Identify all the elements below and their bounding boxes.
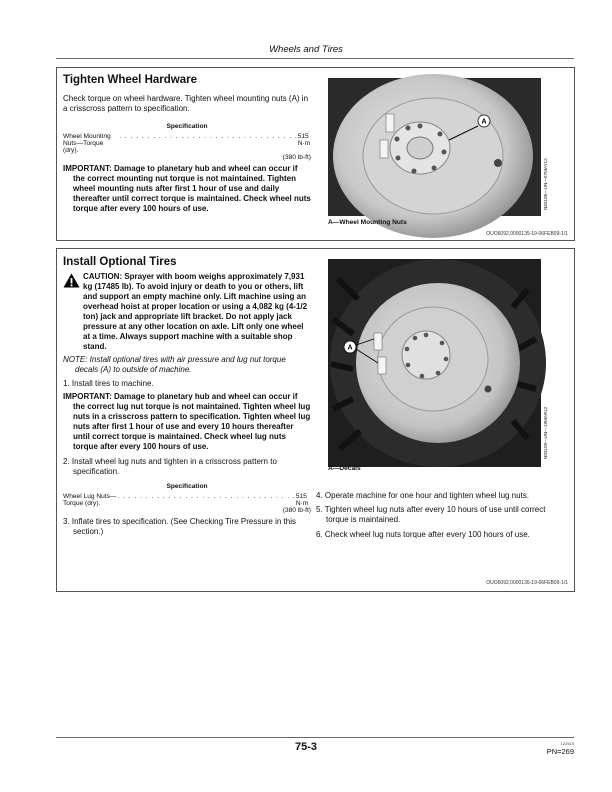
image-code: N83109—UN—19MAR12: [543, 406, 548, 459]
reference-code: OUO6092,0000135-19-06FEB09-1/1: [486, 231, 568, 237]
spec-heading: Specification: [166, 483, 208, 490]
tire-photo: [328, 259, 541, 467]
spec-row: [63, 133, 311, 154]
footer-rule: [56, 737, 574, 738]
section-tighten-wheel-hardware: [56, 67, 575, 241]
spec-value: 515 N·m: [295, 493, 309, 507]
spec-heading: Specification: [166, 123, 208, 130]
wheel-photo: [328, 78, 541, 216]
step-1: 1. Install tires to machine.: [63, 379, 154, 388]
footer-small-code: 122515: [560, 741, 574, 746]
spec-value: 515 N·m: [297, 133, 311, 147]
image-caption: A—Wheel Mounting Nuts: [328, 219, 407, 226]
leader-dots: . . . . . . . . . . . . . . . . . . . . . . . . . . . . . . . .: [117, 493, 296, 500]
leader-dots: . . . . . . . . . . . . . . . . . . . . . . . . . . . . . . . .: [119, 133, 298, 140]
header-rule: [56, 58, 574, 59]
page-number: 75-3: [294, 741, 318, 753]
important-notice: IMPORTANT: Damage to planetary hub and wheel can occur if the correct mounting nut torque is not maintained. Tighten wheel mounting nuts after first 1 hour of use and daily thereafter until correct torque is maintained. Check wheel nuts torque after every 100 hours of use.: [63, 164, 311, 213]
footer-pn: PN=269: [546, 747, 574, 756]
callout-label: A: [347, 344, 353, 352]
spec-label: Wheel Lug Nuts—Torque (dry).: [63, 493, 117, 507]
caution-block: [63, 272, 311, 352]
reference-code: OUO6092,0000136-19-06FEB09-1/1: [486, 580, 568, 586]
note-text: NOTE: Install optional tires with air pressure and lug nut torque decals (A) to outside of machine.: [63, 355, 286, 374]
section-title: Tighten Wheel Hardware: [63, 74, 197, 86]
image-caption: A—Decals: [328, 465, 361, 472]
spec-label: Wheel Mounting Nuts—Torque (dry).: [63, 133, 111, 154]
callout-label: A: [481, 118, 487, 126]
important-notice: IMPORTANT: Damage to planetary hub and wheel can occur if the correct lug nut torque is not maintained. Tighten wheel lug nuts in a crisscross pattern to specification. Tighten wheel lug nuts after first 1 hour of use and every 10 hours thereafter until correct torque is maintained. Check wheel lug nuts torque after every 100 hours of use.: [63, 392, 311, 451]
section-install-optional-tires: [56, 248, 575, 592]
spec-row: [63, 493, 311, 507]
step-3: 3. Inflate tires to specification. (See Checking Tire Pressure in this section.): [63, 517, 296, 536]
section-title: Install Optional Tires: [63, 256, 177, 268]
intro-text: Check torque on wheel hardware. Tighten wheel mounting nuts (A) in a crisscross pattern to specification.: [63, 94, 309, 113]
step-4: 4. Operate machine for one hour and tighten wheel lug nuts.: [316, 491, 530, 500]
caution-text: CAUTION: Sprayer with boom weighs approximately 7,931 kg (17485 lb). To avoid injury or death to you or others, lift and support an empty machine only. Lift machine using an overhead hoist at proper location or using a 4,082 kg (4-1/2 ton) jack and appropriate lift bracket. Do not apply jack pressure at any other location on axle. Lift only one wheel at a time. Always support machine with a suitable shop stand.: [83, 272, 308, 351]
page-header-title: Wheels and Tires: [269, 44, 343, 55]
spec-value-imperial: (380 lb-ft): [282, 507, 311, 514]
spec-value-imperial: (380 lb-ft): [282, 154, 311, 161]
step-5: 5. Tighten wheel lug nuts after every 10 hours of use until correct torque is maintained.: [316, 505, 546, 524]
warning-triangle-icon: [63, 273, 80, 288]
step-6: 6. Check wheel lug nuts torque after every 100 hours of use.: [316, 530, 530, 539]
step-2: 2. Install wheel lug nuts and tighten in a crisscross pattern to specification.: [63, 457, 277, 476]
image-code: N83108—UN—07MAY12: [543, 158, 548, 210]
